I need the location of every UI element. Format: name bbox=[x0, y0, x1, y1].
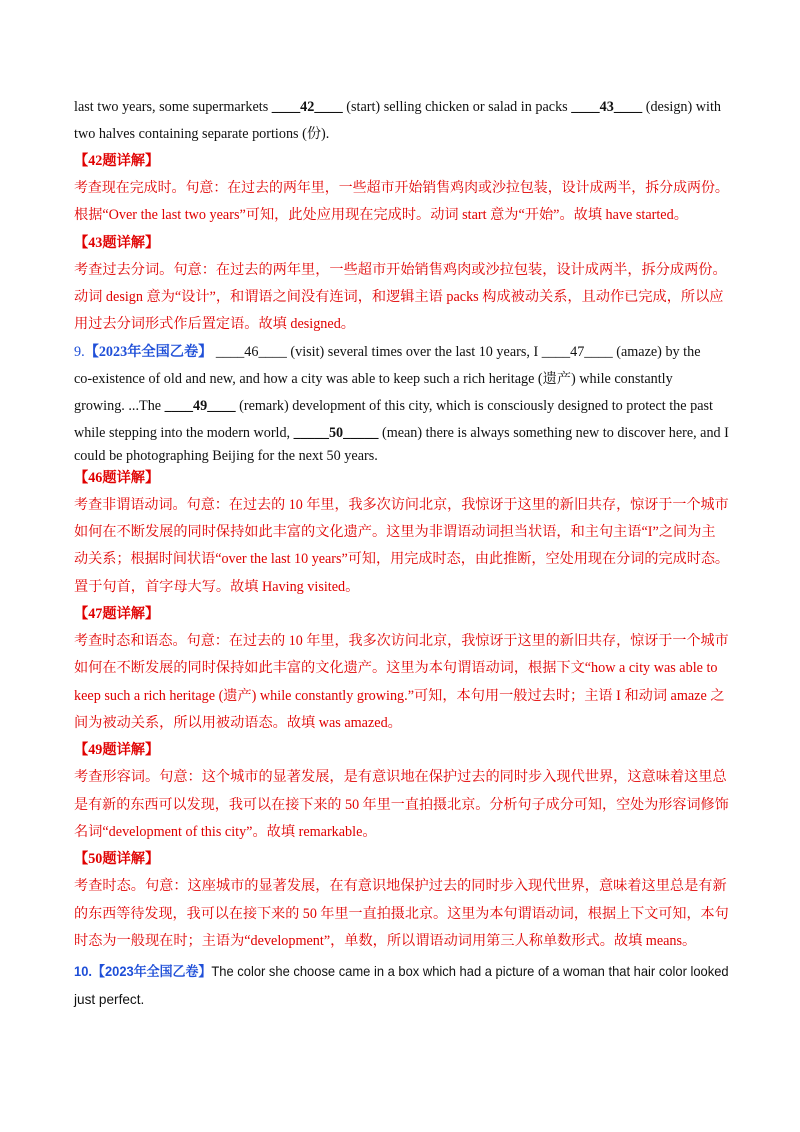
stem-text: while stepping into the modern world, bbox=[74, 425, 294, 441]
answer-43-line-3: 用过去分词形式作后置定语。故填 designed。 bbox=[74, 316, 355, 332]
stem-text: growing. ...The bbox=[74, 398, 165, 414]
stem-text: (design) with bbox=[642, 99, 721, 115]
answer-50-line-2: 的东西等待发现，我可以在接下来的 50 年里一直拍摄北京。这里为本句谓语动词，根据上下文可知，本句 bbox=[74, 906, 729, 922]
answer-43-line-1: 考查过去分词。句意：在过去的两年里，一些超市开始销售鸡肉或沙拉包装，设计成两半，拆分成两份。 bbox=[74, 262, 727, 278]
q9-line-5: could be photographing Beijing for the next 50 years. bbox=[74, 448, 378, 464]
answer-46-line-2: 如何在不断发展的同时保持如此丰富的文化遗产。这里为非谓语动词担当状语，和主句主语“I”之间为主 bbox=[74, 524, 716, 540]
question-number: 10. bbox=[74, 964, 92, 979]
answer-50-line-3: 时态为一般现在时；主语为“development”，单数，所以谓语动词用第三人称单数形式。故填 means。 bbox=[74, 933, 697, 949]
answer-43-header: 【43题详解】 bbox=[74, 235, 160, 251]
answer-49-header: 【49题详解】 bbox=[74, 742, 160, 758]
answer-49-line-1: 考查形容词。句意：这个城市的显著发展，是有意识地在保护过去的同时步入现代世界，这意味着这里总 bbox=[74, 769, 727, 785]
q10-line-2: just perfect. bbox=[74, 992, 145, 1007]
q8-stem-line-2: two halves containing separate portions (份). bbox=[74, 126, 330, 142]
answer-47-header: 【47题详解】 bbox=[74, 606, 160, 622]
q10-line-1 bbox=[74, 962, 729, 982]
stem-text: (remark) development of this city, which is consciously designed to protect the past bbox=[235, 398, 713, 414]
answer-49-line-2: 是有新的东西可以发现，我可以在接下来的 50 年里一直拍摄北京。分析句子成分可知，空处为形容词修饰 bbox=[74, 797, 729, 813]
blank-50: _____50_____ bbox=[293, 425, 379, 441]
answer-46-header: 【46题详解】 bbox=[74, 470, 160, 486]
answer-42-header: 【42题详解】 bbox=[74, 153, 160, 169]
stem-text: (amaze) by the bbox=[612, 344, 701, 360]
stem-text: last two years, some supermarkets bbox=[74, 99, 272, 115]
answer-43-line-2: 动词 design 意为“设计”，和谓语之间没有连词，和逻辑主语 packs 构成被动关系，且动作已完成，所以应 bbox=[74, 289, 724, 305]
answer-47-line-3: keep such a rich heritage (遗产) while constantly growing.”可知，本句用一般过去时；主语 I 和动词 amaze 之 bbox=[74, 688, 725, 704]
answer-42-line-1: 考查现在完成时。句意：在过去的两年里，一些超市开始销售鸡肉或沙拉包装，设计成两半，拆分成两份。 bbox=[74, 180, 729, 196]
question-source: 【2023年全国乙卷】 bbox=[84, 344, 213, 360]
answer-47-line-2: 如何在不断发展的同时保持如此丰富的文化遗产。这里为本句谓语动词，根据下文“how a city was able to bbox=[74, 660, 718, 676]
blank-43: ____43____ bbox=[571, 99, 643, 115]
answer-47-line-1: 考查时态和语态。句意：在过去的 10 年里，我多次访问北京，我惊讶于这里的新旧共存，惊讶于一个城市 bbox=[74, 633, 729, 649]
answer-46-line-3: 动关系；根据时间状语“over the last 10 years”可知，用完成时态，由此推断，空处用现在分词的完成时态。 bbox=[74, 551, 730, 567]
answer-42-line-2: 根据“Over the last two years”可知，此处应用现在完成时。动词 start 意为“开始”。故填 have started。 bbox=[74, 207, 688, 223]
answer-46-line-1: 考查非谓语动词。句意：在过去的 10 年里，我多次访问北京，我惊讶于这里的新旧共存，惊讶于一个城市 bbox=[74, 497, 729, 513]
q9-line-1 bbox=[74, 342, 701, 362]
blank-42: ____42____ bbox=[271, 99, 343, 115]
blank-46: ____46____ bbox=[215, 344, 287, 360]
answer-50-line-1: 考查时态。句意：这座城市的显著发展，在有意识地保护过去的同时步入现代世界，意味着这里总是有新 bbox=[74, 878, 727, 894]
stem-text: (visit) several times over the last 10 years, I bbox=[286, 344, 542, 360]
answer-50-header: 【50题详解】 bbox=[74, 851, 160, 867]
q9-line-2: co-existence of old and new, and how a city was able to keep such a rich heritage (遗产) while constantly bbox=[74, 371, 673, 387]
answer-46-line-4: 置于句首，首字母大写。故填 Having visited。 bbox=[74, 579, 360, 595]
question-number: 9. bbox=[74, 344, 85, 360]
q8-stem-line-1 bbox=[74, 97, 721, 117]
stem-text: The color she choose came in a box which had a picture of a woman that hair color looked bbox=[211, 964, 729, 979]
answer-49-line-3: 名词“development of this city”。故填 remarkable。 bbox=[74, 824, 377, 840]
q9-line-3 bbox=[74, 396, 713, 416]
question-source: 【2023年全国乙卷】 bbox=[91, 964, 212, 979]
q9-line-4 bbox=[74, 423, 729, 443]
answer-47-line-4: 间为被动关系，所以用被动语态。故填 was amazed。 bbox=[74, 715, 402, 731]
stem-text: (mean) there is always something new to discover here, and I bbox=[378, 425, 729, 441]
blank-49: ____49____ bbox=[164, 398, 236, 414]
blank-47: ____47____ bbox=[541, 344, 613, 360]
stem-text: (start) selling chicken or salad in packs bbox=[342, 99, 572, 115]
